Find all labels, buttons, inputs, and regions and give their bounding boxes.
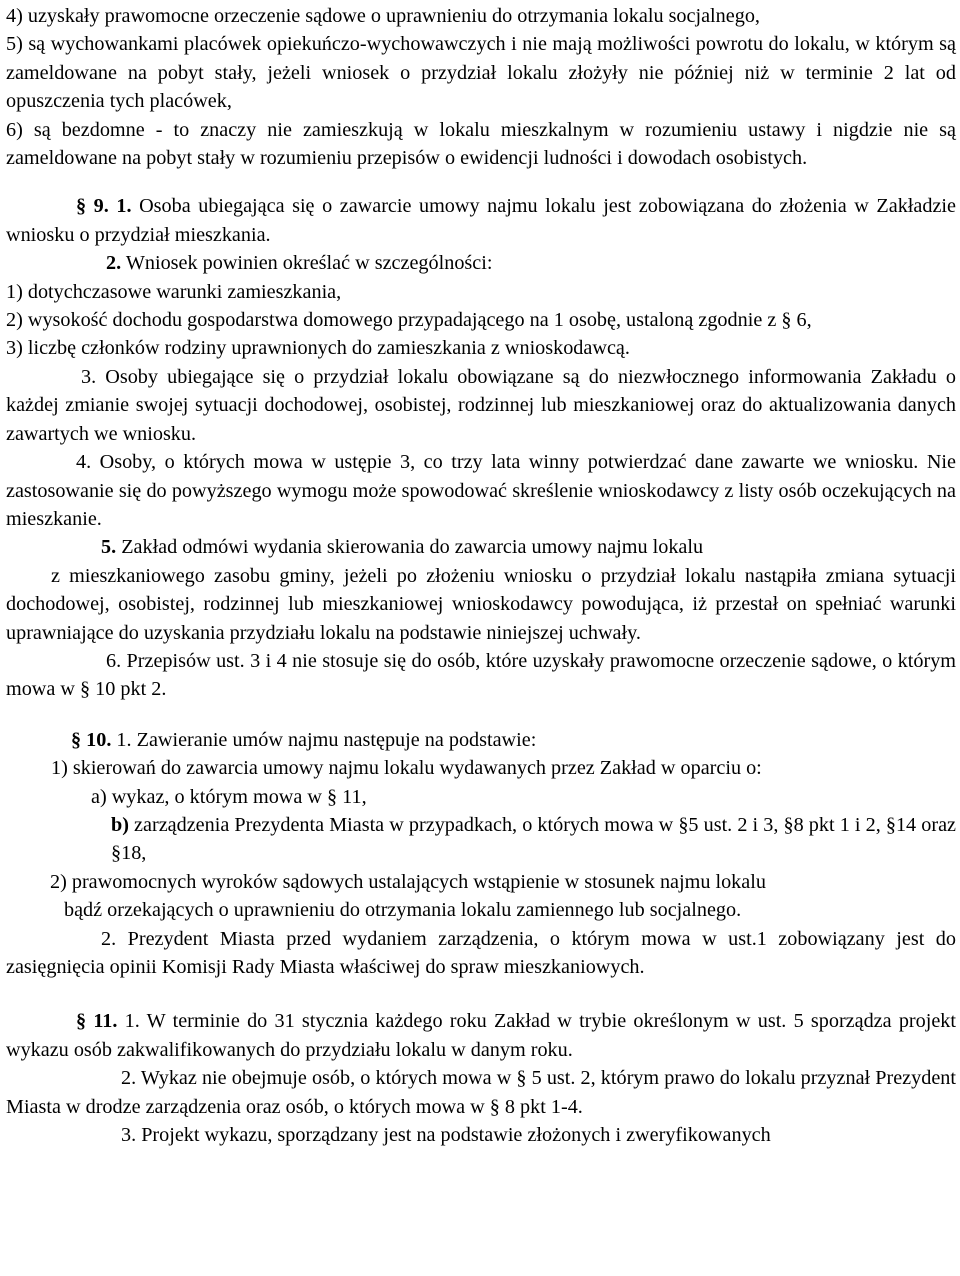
item-5: 5) są wychowankami placówek opiekuńczo-wychowawczych i nie mają możliwości powrotu do lokalu, w którym są zameldowane na pobyt stały, jeżeli wniosek o przydział lokalu złożyły nie później niż w terminie 2 lat od opuszczenia tych placówek, (6, 33, 956, 113)
section-9-para-2-item-3: 3) liczbę członków rodziny uprawnionych do zamieszkania z wnioskodawcą. (6, 337, 630, 360)
section-10-para-2: 2. Prezydent Miasta przed wydaniem zarządzenia, o którym mowa w ust.1 zobowiązany jest do zasięgnięcia opinii Komisji Rady Miasta właściwej do spraw mieszkaniowych. (6, 927, 956, 978)
section-9-heading: § 9. 1. (76, 195, 132, 218)
item-6: 6) są bezdomne - to znaczy nie zamieszkują w lokalu mieszkalnym w rozumieniu ustawy i nigdzie nie są zameldowane na pobyt stały w rozumieniu przepisów o ewidencji ludności i dowodach osobistych. (6, 118, 956, 170)
section-9-para-3: 3. Osoby ubiegające się o przydział lokalu obowiązane są do niezwłocznego informowania Zakładu o każdej zmianie swojej sytuacji dochodowej, osobistej, rodzinnej lub mieszkaniowej oraz do aktualizowania danych zawartych we wniosku. (6, 365, 956, 445)
section-9-para-2-item-1: 1) dotychczasowe warunki zamieszkania, (6, 280, 342, 303)
section-9-para-4: 4. Osoby, o których mowa w ustępie 3, co trzy lata winny potwierdzać dane zawarte we wniosku. Nie zastosowanie się do powyższego wymogu może spowodować skreślenie wnioskodawcy z listy osób oczekujących na mieszkanie. (6, 451, 956, 530)
section-11-para-1-text: 1. W terminie do 31 stycznia każdego roku Zakład w trybie określonym w ust. 5 sporządza projekt wykazu osób zakwalifikowanych do przydziału lokalu w danym roku. (6, 1010, 957, 1061)
section-10-para-1 (6, 726, 956, 754)
item-4: 4) uzyskały prawomocne orzeczenie sądowe o uprawnieniu do otrzymania lokalu socjalnego, (6, 5, 760, 27)
spacer (6, 981, 956, 1007)
section-11-heading: § 11. (76, 1010, 118, 1033)
section-9-para-1 (6, 192, 956, 249)
section-9-para-6: 6. Przepisów ust. 3 i 4 nie stosuje się do osób, które uzyskały prawomocne orzeczenie sądowe, o którym mowa w § 10 pkt 2. (6, 649, 956, 701)
spacer (6, 704, 956, 726)
section-10-para-1-text: 1. Zawieranie umów najmu następuje na podstawie: (111, 728, 537, 751)
section-9-para-5-text-a: Zakład odmówi wydania skierowania do zawarcia umowy najmu lokalu (116, 536, 704, 559)
section-10-item-2-continuation: bądź orzekających o uprawnieniu do otrzymania lokalu zamiennego lub socjalnego. (64, 899, 742, 922)
section-11-para-2: 2. Wykaz nie obejmuje osób, o których mowa w § 5 ust. 2, którym prawo do lokalu przyznał Prezydent Miasta w drodze zarządzenia oraz osób, o których mowa w § 8 pkt 1-4. (6, 1067, 956, 1118)
section-9-para-2-text: Wniosek powinien określać w szczególności: (121, 252, 493, 275)
section-10-heading: § 10. (71, 728, 112, 751)
section-10-item-1-b (6, 811, 956, 868)
section-9-para-1-text: Osoba ubiegająca się o zawarcie umowy najmu lokalu jest zobowiązana do złożenia w Zakładzie wniosku o przydział mieszkania. (6, 195, 956, 246)
section-9-para-2-number: 2. (106, 252, 122, 275)
section-11-para-1 (6, 1007, 956, 1064)
section-10-item-2: 2) prawomocnych wyroków sądowych ustalających wstąpienie w stosunek najmu lokalu (50, 870, 766, 893)
section-10-item-1: 1) skierowań do zawarcia umowy najmu lokalu wydawanych przez Zakład w oparciu o: (51, 757, 762, 780)
section-9-para-2 (6, 249, 956, 277)
section-11-para-3: 3. Projekt wykazu, sporządzany jest na podstawie złożonych i zweryfikowanych (121, 1124, 771, 1147)
section-9-para-5-first-line (6, 533, 956, 561)
spacer (6, 172, 956, 192)
section-9-para-5-continuation: z mieszkaniowego zasobu gminy, jeżeli po złożeniu wniosku o przydział lokalu nastąpiła zmiana sytuacji dochodowej, osobistej, rodzinnej lub mieszkaniowej wnioskodawcy powodująca, iż przestał on spełniać warunki uprawniające do uzyskania przydziału lokalu na podstawie niniejszej uchwały. (6, 564, 956, 644)
section-10-item-1-b-label: b) (111, 813, 129, 836)
section-10-item-1-a: a) wykaz, o którym mowa w § 11, (91, 785, 367, 808)
section-9-para-5-number: 5. (101, 536, 117, 559)
section-9-para-2-item-2: 2) wysokość dochodu gospodarstwa domowego przypadającego na 1 osobę, ustaloną zgodnie z § 6, (6, 309, 812, 332)
section-10-item-1-b-text: zarządzenia Prezydenta Miasta w przypadkach, o których mowa w §5 ust. 2 i 3, §8 pkt 1 i 2, §14 oraz §18, (111, 813, 956, 865)
